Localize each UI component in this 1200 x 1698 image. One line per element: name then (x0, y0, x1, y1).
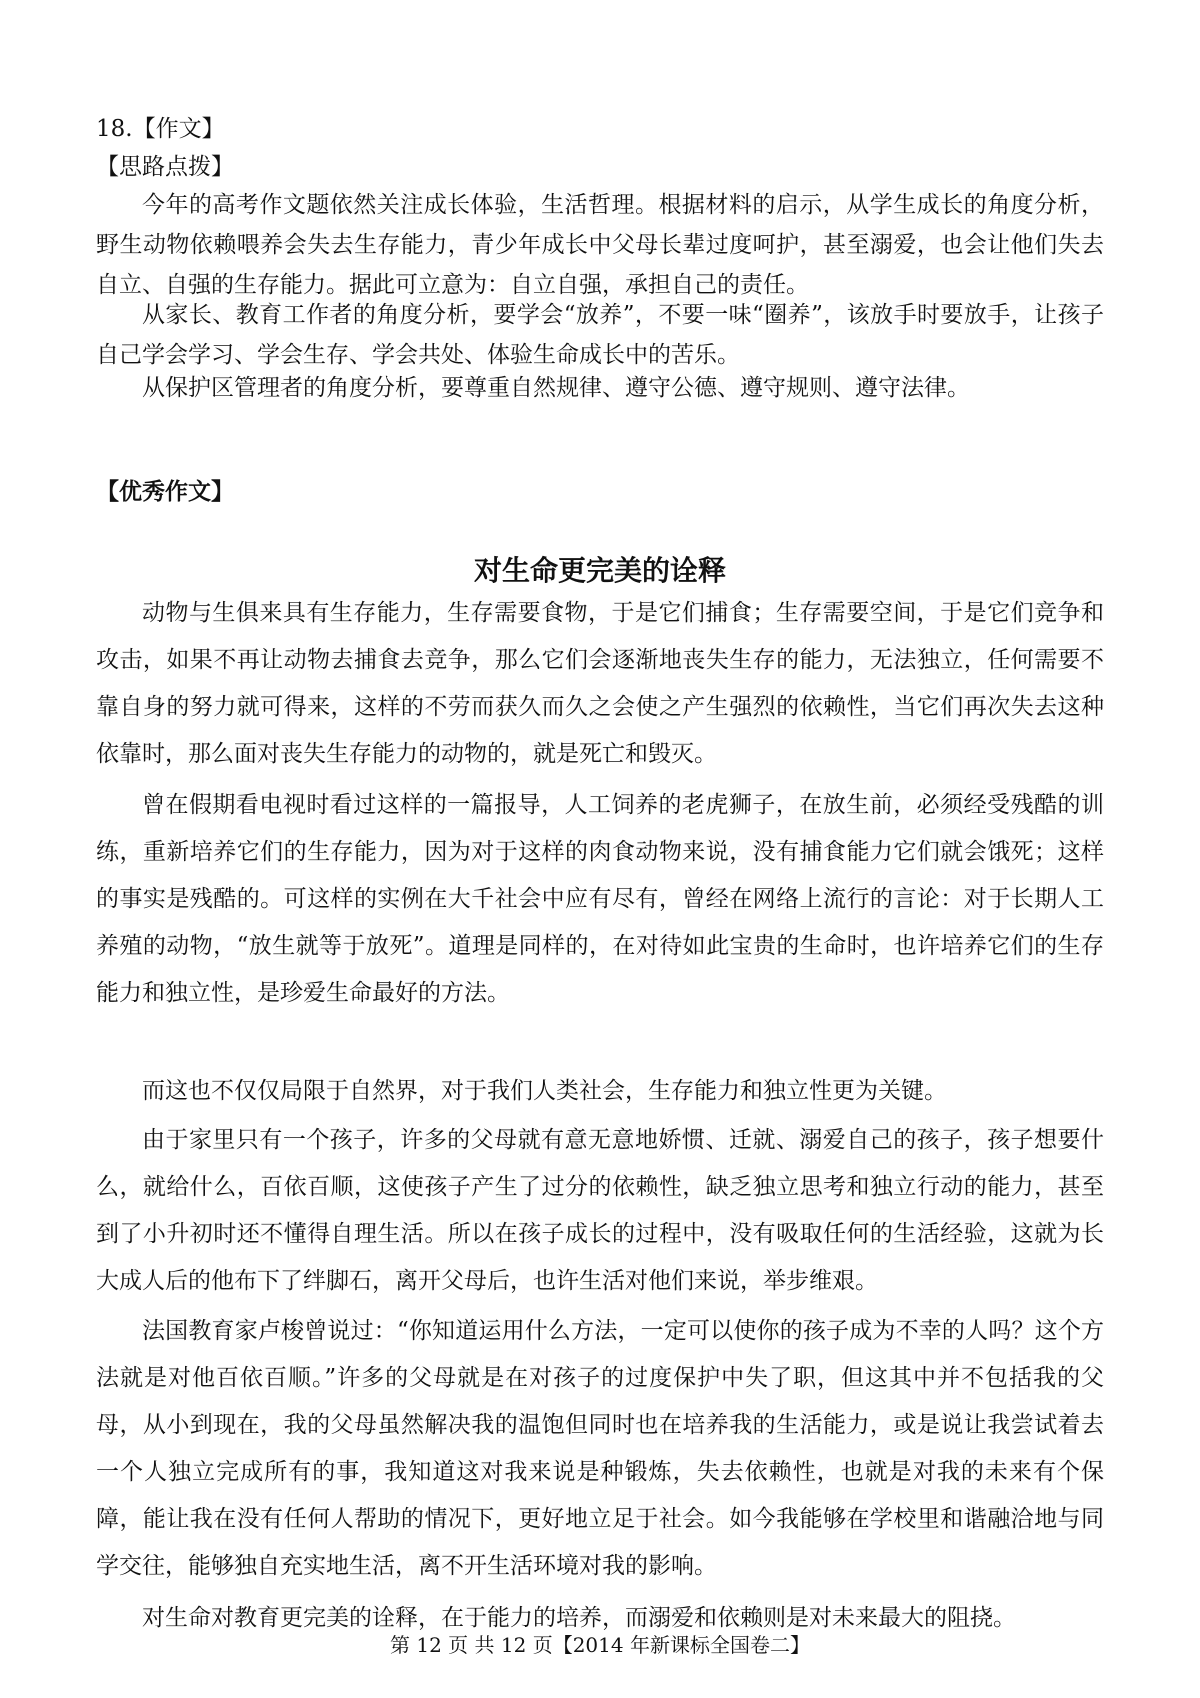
essay-label: 【优秀作文】 (96, 478, 234, 505)
essay-paragraph-3: 而这也不仅仅局限于自然界，对于我们人类社会，生存能力和独立性更为关键。 (142, 1078, 947, 1104)
essay-title: 对生命更完美的诠释 (473, 554, 726, 587)
essay-paragraph-4: 由于家里只有一个孩子，许多的父母就有意无意地娇惯、迁就、溺爱自己的孩子，孩子想要什么，就给什么，百依百顺，这使孩子产生了过分的依赖性，缺乏独立思考和独立行动的能力，甚至到了小升初时还不懂得自理生活。所以在孩子成长的过程中，没有吸取任何的生活经验，这就为长大成人后的他布下了绊脚石，离开父母后，也许生活对他们来说，举步维艰。 (96, 1127, 1104, 1294)
approach-label: 【思路点拨】 (96, 154, 234, 180)
question-label: 18.【作文】 (96, 116, 225, 142)
page-footer: 第 12 页 共 12 页【2014 年新课标全国卷二】 (390, 1633, 810, 1657)
essay-paragraph-1: 动物与生俱来具有生存能力，生存需要食物，于是它们捕食；生存需要空间，于是它们竞争和攻击，如果不再让动物去捕食去竞争，那么它们会逐渐地丧失生存的能力，无法独立，任何需要不靠自身的努力就可得来，这样的不劳而获久而久之会使之产生强烈的依赖性，当它们再次失去这种依靠时，那么面对丧失生存能力的动物的，就是死亡和毁灭。 (96, 600, 1104, 767)
approach-paragraph-2: 从家长、教育工作者的角度分析，要学会“放养”，不要一味“圈养”，该放手时要放手，让孩子自己学会学习、学会生存、学会共处、体验生命成长中的苦乐。 (96, 302, 1104, 368)
essay-paragraph-5: 法国教育家卢梭曾说过：“你知道运用什么方法，一定可以使你的孩子成为不幸的人吗？这个方法就是对他百依百顺。”许多的父母就是在对孩子的过度保护中失了职，但这其中并不包括我的父母，从小到现在，我的父母虽然解决我的温饱但同时也在培养我的生活能力，或是说让我尝试着去一个人独立完成所有的事，我知道这对我来说是种锻炼，失去依赖性，也就是对我的未来有个保障，能让我在没有任何人帮助的情况下，更好地立足于社会。如今我能够在学校里和谐融洽地与同学交往，能够独自充实地生活，离不开生活环境对我的影响。 (96, 1318, 1104, 1579)
essay-paragraph-6: 对生命对教育更完美的诠释，在于能力的培养，而溺爱和依赖则是对未来最大的阻挠。 (142, 1605, 1016, 1631)
essay-paragraph-2: 曾在假期看电视时看过这样的一篇报导，人工饲养的老虎狮子，在放生前，必须经受残酷的训练，重新培养它们的生存能力，因为对于这样的肉食动物来说，没有捕食能力它们就会饿死；这样的事实是残酷的。可这样的实例在大千社会中应有尽有，曾经在网络上流行的言论：对于长期人工养殖的动物，“放生就等于放死”。道理是同样的，在对待如此宝贵的生命时，也许培养它们的生存能力和独立性，是珍爱生命最好的方法。 (96, 792, 1104, 1006)
approach-paragraph-1: 今年的高考作文题依然关注成长体验，生活哲理。根据材料的启示，从学生成长的角度分析，野生动物依赖喂养会失去生存能力，青少年成长中父母长辈过度呵护，甚至溺爱，也会让他们失去自立、自强的生存能力。据此可立意为：自立自强，承担自己的责任。 (96, 192, 1104, 298)
approach-paragraph-3: 从保护区管理者的角度分析，要尊重自然规律、遵守公德、遵守规则、遵守法律。 (142, 375, 970, 401)
